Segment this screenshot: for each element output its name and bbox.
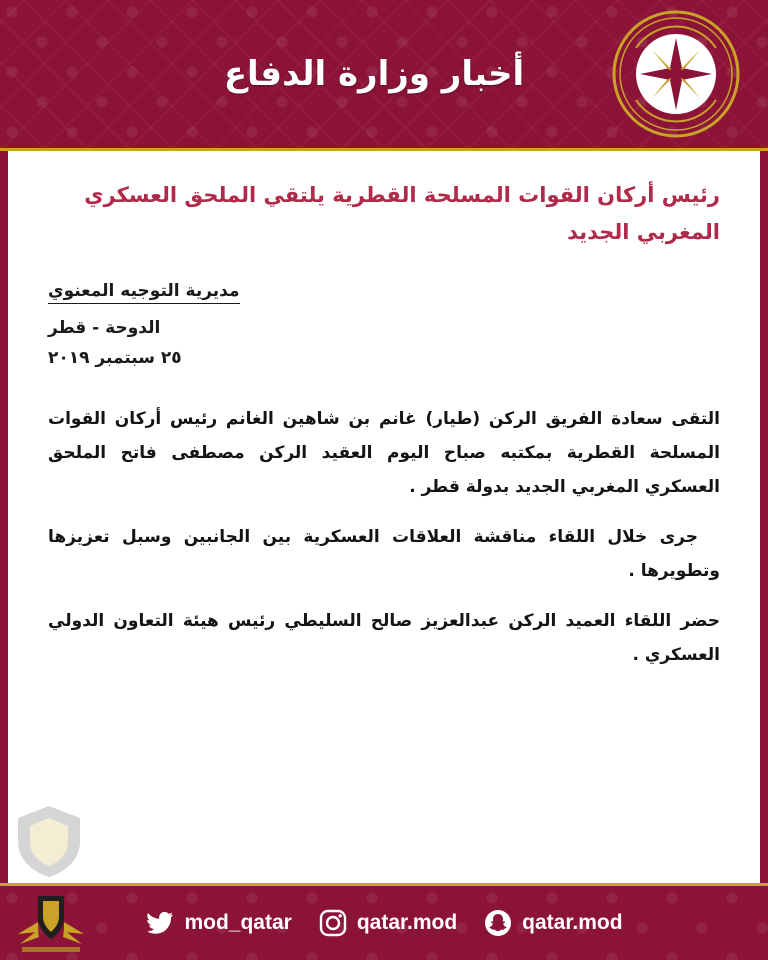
social-links bbox=[145, 908, 622, 938]
article-meta bbox=[48, 281, 720, 368]
article-paragraph: حضر اللقاء العميد الركن عبدالعزيز صالح السليطي رئيس هيئة التعاون الدولي العسكري . bbox=[48, 610, 720, 665]
snapchat-icon bbox=[483, 908, 513, 938]
article-paragraph: التقى سعادة الفريق الركن (طيار) غانم بن شاهين الغانم رئيس أركان القوات المسلحة القطرية بمكتبه صباح اليوم العقيد الركن مصطفى فاتح الملحق العسكري المغربي الجديد بدولة قطر . bbox=[48, 408, 720, 497]
social-link-instagram[interactable] bbox=[318, 908, 457, 938]
instagram-icon bbox=[318, 908, 348, 938]
watermark-logo-icon bbox=[10, 802, 88, 880]
social-link-twitter[interactable] bbox=[145, 908, 291, 938]
twitter-icon bbox=[145, 908, 175, 938]
snapchat-handle: qatar.mod bbox=[522, 911, 623, 934]
article-paragraph: جرى خلال اللقاء مناقشة العلاقات العسكرية بين الجانبين وسبل تعزيزها وتطويرها . bbox=[48, 526, 720, 581]
article-date: ٢٥ سبتمبر ٢٠١٩ bbox=[48, 347, 182, 368]
page-title: أخبار وزارة الدفاع bbox=[223, 54, 525, 94]
poster-header bbox=[0, 0, 768, 151]
moral-guidance-directorate-logo-icon bbox=[14, 892, 92, 954]
article-card bbox=[8, 151, 760, 886]
article-headline: رئيس أركان القوات المسلحة القطرية يلتقي الملحق العسكري المغربي الجديد bbox=[84, 183, 720, 244]
social-link-snapchat[interactable] bbox=[483, 908, 622, 938]
article-location: الدوحة - قطر bbox=[48, 317, 161, 338]
instagram-handle: qatar.mod bbox=[356, 911, 458, 934]
twitter-handle: mod_qatar bbox=[184, 911, 292, 934]
qatar-armed-forces-emblem-icon bbox=[610, 8, 742, 140]
poster-footer bbox=[0, 883, 768, 960]
article-department: مديرية التوجيه المعنوي bbox=[48, 281, 240, 304]
